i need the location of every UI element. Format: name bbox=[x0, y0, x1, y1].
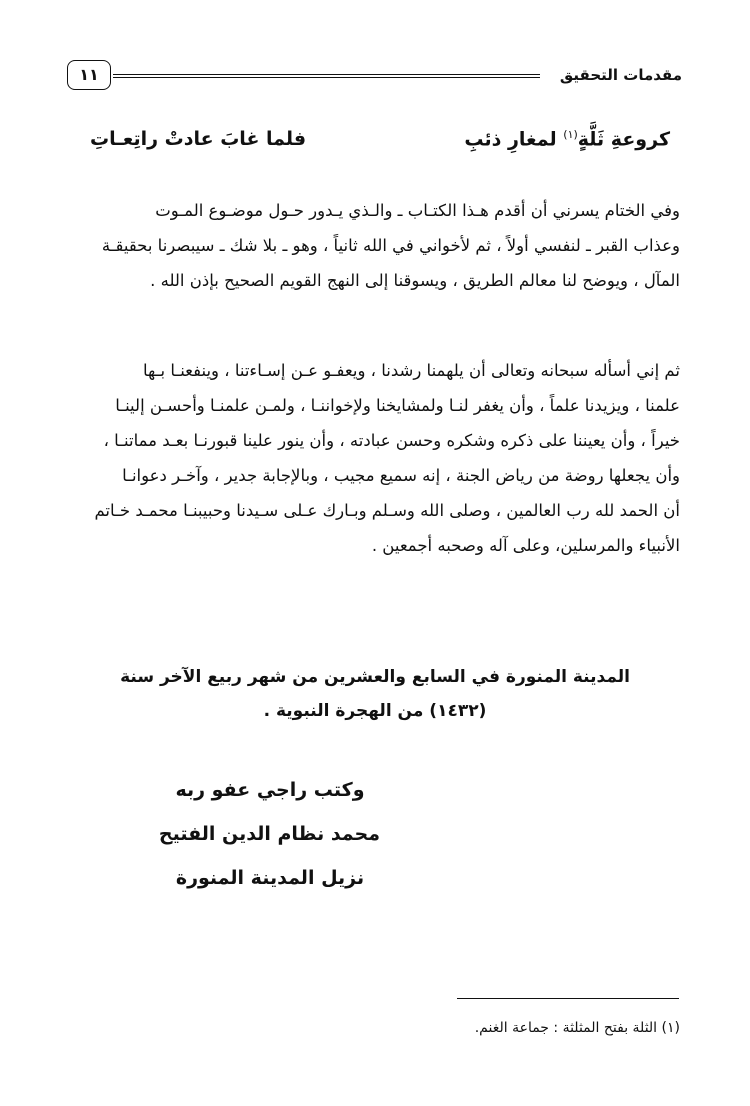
page-number: ١١ bbox=[67, 60, 111, 90]
paragraph-line: خيراً ، وأن يعيننا على ذكره وشكره وحسن عبادته ، وأن ينور علينا قبورنـا بعـد مماتنـا ، bbox=[103, 431, 680, 450]
header-rule bbox=[113, 74, 540, 78]
date-block bbox=[100, 660, 650, 728]
paragraph-line: وفي الختام يسرني أن أقدم هـذا الكتـاب ـ والـذي يـدور حـول موضـوع المـوت bbox=[155, 201, 680, 220]
author-signature bbox=[160, 768, 380, 900]
paragraph-line: علمنا ، ويزيدنا علماً ، وأن يغفر لنـا ولمشايخنا ولإخواننـا ، ولمـن علمنـا وأحسـن إلينـا bbox=[115, 396, 680, 415]
paragraph-line: الأنبياء والمرسلين، وعلى آله وصحبه أجمعين . bbox=[371, 536, 680, 555]
footnote: (١) الثلة بفتح المثلثة : جماعة الغنم. bbox=[474, 1020, 680, 1036]
paragraph-line: ثم إني أسأله سبحانه وتعالى أن يلهمنا رشدنا ، ويعفـو عـن إسـاءتنا ، وينفعنـا بـها bbox=[143, 361, 680, 380]
verse-second-hemistich: فلما غابَ عادتْ راتِعـاتِ bbox=[90, 128, 307, 150]
date-line-1: المدينة المنورة في السابع والعشرين من شهر ربيع الآخر سنة bbox=[120, 667, 630, 687]
paragraph-line: وأن يجعلها روضة من رياض الجنة ، إنه سميع مجيب ، وبالإجابة جدير ، وآخـر دعوانـا bbox=[122, 466, 680, 485]
date-line-2: (١٤٣٢) من الهجرة النبوية . bbox=[263, 701, 487, 721]
footnote-divider bbox=[457, 998, 679, 999]
signature-line-1: وكتب راجي عفو ربه bbox=[175, 779, 365, 801]
signature-line-3: نزيل المدينة المنورة bbox=[175, 867, 365, 889]
paragraph-line: المآل ، ويوضح لنا معالم الطريق ، ويسوقنا إلى النهج القويم الصحيح بإذن الله . bbox=[150, 271, 680, 290]
footnote-reference: (١) bbox=[563, 128, 578, 141]
paragraph-closing bbox=[66, 193, 680, 298]
verse-first-hemistich bbox=[464, 128, 670, 150]
poetry-verse bbox=[90, 128, 670, 168]
verse-first-hemistich-end: لمغارِ ذئبِ bbox=[464, 128, 564, 151]
paragraph-line: أن الحمد لله رب العالمين ، وصلى الله وسـلم وبـارك عـلى سـيدنا وحبيبنـا محمـد خـاتم bbox=[94, 501, 680, 520]
running-header-title: مقدمات التحقيق bbox=[559, 66, 682, 84]
verse-first-hemistich-start: كروعةِ ثَلَّةٍ bbox=[577, 128, 670, 151]
signature-author-name: محمد نظام الدين الفتيح bbox=[158, 823, 380, 845]
paragraph-line: وعذاب القبر ـ لنفسي أولاً ، ثم لأخواني في الله ثانياً ، وهو ـ بلا شك ـ سيبصرنا بحقيقـة bbox=[101, 236, 680, 255]
paragraph-supplication bbox=[66, 353, 680, 563]
